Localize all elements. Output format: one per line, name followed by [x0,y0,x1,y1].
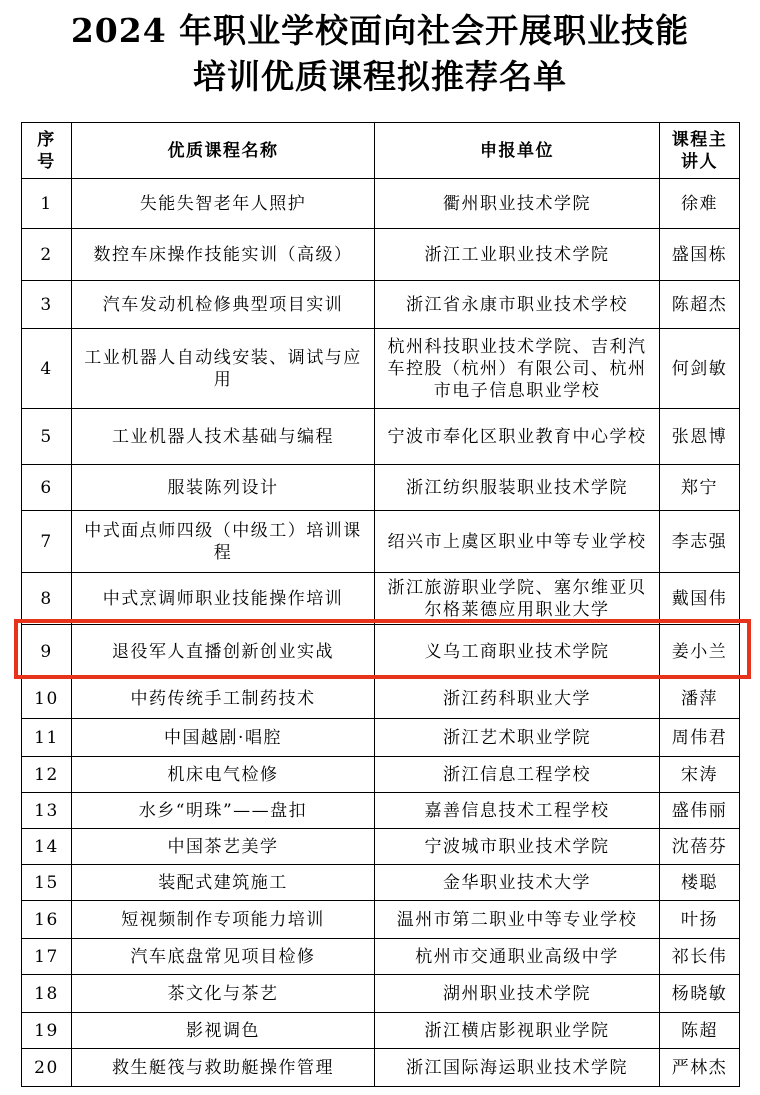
row-teacher [660,229,740,281]
row-course-name-text: 机床电气检修 [167,764,279,785]
row-teacher-text: 郑宁 [681,477,718,498]
table-row [22,975,740,1013]
row-teacher [660,865,740,901]
row-teacher-text: 宋涛 [681,764,718,785]
row-teacher-text: 李志强 [671,531,728,552]
row-teacher [660,1013,740,1049]
row-no-text: 10 [34,688,59,709]
row-course-name [72,793,375,829]
row-course-name-text: 汽车底盘常见项目检修 [130,946,316,967]
row-unit-text: 浙江药科职业大学 [443,688,591,709]
table-row [22,1013,740,1049]
title-line-1: 2024 年职业学校面向社会开展职业技能 [70,11,690,50]
row-unit [375,573,660,625]
row-unit [375,829,660,865]
row-unit [375,511,660,573]
row-teacher-text: 周伟君 [671,727,728,748]
row-course-name-text: 水乡“明珠”——盘扣 [138,800,308,821]
row-no [22,975,72,1013]
row-no [22,939,72,975]
row-no-text: 15 [34,872,59,893]
row-no [22,793,72,829]
row-no-text: 12 [34,764,59,785]
row-unit-text: 浙江工业职业技术学院 [424,244,610,265]
row-no-text: 16 [34,909,59,930]
row-no [22,179,72,229]
row-teacher-text: 杨晓敏 [671,983,728,1004]
row-course-name [72,625,375,679]
table-row [22,865,740,901]
row-course-name-text: 中药传统手工制药技术 [130,688,316,709]
row-unit [375,757,660,793]
row-course-name-text: 中式烹调师职业技能操作培训 [102,588,344,609]
row-course-name [72,679,375,719]
row-course-name [72,409,375,465]
row-unit-text: 绍兴市上虞区职业中等专业学校 [387,531,647,552]
row-course-name [72,465,375,511]
row-no-text: 4 [40,358,53,379]
table-row [22,179,740,229]
row-unit-text: 浙江艺术职业学院 [443,727,591,748]
row-unit [375,901,660,939]
row-course-name-text: 中国越剧·唱腔 [164,727,282,748]
row-no [22,757,72,793]
table-row [22,229,740,281]
row-no-text: 8 [40,588,53,609]
row-unit [375,865,660,901]
table-header-row [22,123,740,179]
table-row [22,1049,740,1087]
table-row [22,719,740,757]
header-no: 序号 [22,123,72,179]
row-unit-text: 湖州职业技术学院 [443,983,591,1004]
row-teacher [660,975,740,1013]
row-teacher-text: 张恩博 [671,426,728,447]
row-unit [375,793,660,829]
row-teacher-text: 戴国伟 [671,588,728,609]
row-teacher [660,409,740,465]
row-course-name [72,281,375,329]
row-teacher-text: 沈蓓芬 [671,836,728,857]
row-course-name [72,179,375,229]
row-unit-text: 金华职业技术大学 [443,872,591,893]
row-teacher [660,179,740,229]
table-row [22,679,740,719]
row-course-name [72,901,375,939]
row-unit-text: 义乌工商职业技术学院 [424,641,610,662]
row-no [22,1013,72,1049]
row-no-text: 5 [40,426,53,447]
table-row [22,625,740,679]
row-teacher [660,573,740,625]
row-unit-text: 宁波城市职业技术学院 [424,836,610,857]
table-row [22,409,740,465]
row-course-name-text: 失能失智老年人照护 [139,193,307,214]
row-no-text: 13 [34,800,59,821]
row-unit-text: 浙江横店影视职业学院 [424,1020,610,1041]
row-unit [375,1049,660,1087]
row-course-name [72,829,375,865]
row-no [22,829,72,865]
row-course-name-text: 数控车床操作技能实训（高级） [93,244,353,265]
row-course-name [72,757,375,793]
row-unit-text: 浙江国际海运职业技术学院 [406,1057,628,1078]
row-teacher [660,719,740,757]
row-unit-text: 嘉善信息技术工程学校 [424,800,610,821]
row-course-name [72,229,375,281]
row-no [22,1049,72,1087]
table-row [22,757,740,793]
row-unit [375,939,660,975]
row-course-name [72,865,375,901]
row-no-text: 18 [34,983,59,1004]
row-no-text: 9 [40,641,53,662]
table-row [22,939,740,975]
table-row [22,793,740,829]
row-no [22,229,72,281]
course-table [21,122,740,1087]
row-teacher [660,625,740,679]
table-row [22,511,740,573]
row-course-name [72,573,375,625]
row-unit-text: 浙江旅游职业学院、塞尔维亚贝尔格莱德应用职业大学 [387,577,647,620]
row-teacher [660,511,740,573]
row-no-text: 20 [34,1057,59,1078]
row-unit [375,179,660,229]
row-unit [375,719,660,757]
header-teacher: 课程主讲人 [660,123,740,179]
row-no [22,465,72,511]
row-no [22,865,72,901]
row-teacher [660,757,740,793]
row-no [22,329,72,409]
row-unit-text: 浙江信息工程学校 [443,764,591,785]
row-teacher-text: 姜小兰 [671,641,728,662]
row-course-name-text: 短视频制作专项能力培训 [121,909,325,930]
row-no-text: 3 [40,294,53,315]
row-course-name [72,329,375,409]
row-teacher-text: 严林杰 [671,1057,728,1078]
row-unit-text: 杭州市交通职业高级中学 [415,946,619,967]
row-unit [375,465,660,511]
page-title [0,8,760,100]
row-no [22,719,72,757]
row-teacher [660,901,740,939]
row-teacher-text: 徐难 [681,193,718,214]
row-unit-text: 浙江省永康市职业技术学校 [406,294,628,315]
row-course-name-text: 影视调色 [186,1020,260,1041]
row-course-name-text: 服装陈列设计 [167,477,279,498]
table-row [22,573,740,625]
row-course-name [72,939,375,975]
row-no-text: 17 [34,946,59,967]
row-teacher-text: 盛国栋 [671,244,728,265]
table-row [22,829,740,865]
row-teacher [660,281,740,329]
row-unit [375,1013,660,1049]
table-row [22,329,740,409]
row-course-name-text: 工业机器人技术基础与编程 [112,426,334,447]
row-unit [375,409,660,465]
row-no-text: 7 [40,531,53,552]
row-teacher [660,793,740,829]
row-teacher-text: 祁长伟 [671,946,728,967]
row-course-name [72,511,375,573]
row-course-name-text: 中式面点师四级（中级工）培训课程 [84,520,362,563]
row-teacher-text: 叶扬 [681,909,718,930]
row-teacher [660,465,740,511]
row-no [22,573,72,625]
row-no [22,901,72,939]
row-course-name-text: 汽车发动机检修典型项目实训 [102,294,344,315]
row-no [22,679,72,719]
row-course-name-text: 茶文化与茶艺 [167,983,279,1004]
row-unit-text: 衢州职业技术学院 [443,193,591,214]
row-no-text: 6 [40,477,53,498]
header-unit: 申报单位 [375,123,660,179]
header-name: 优质课程名称 [72,123,375,179]
row-teacher [660,1049,740,1087]
row-course-name [72,1013,375,1049]
row-no-text: 1 [40,193,53,214]
row-unit-text: 温州市第二职业中等专业学校 [396,909,638,930]
row-teacher [660,679,740,719]
row-teacher-text: 潘萍 [681,688,718,709]
row-unit-text: 浙江纺织服装职业技术学院 [406,477,628,498]
row-unit [375,975,660,1013]
table-body [22,179,740,1087]
row-course-name [72,719,375,757]
row-no-text: 14 [34,836,59,857]
table-row [22,281,740,329]
row-course-name-text: 工业机器人自动线安装、调试与应用 [84,347,362,390]
row-course-name-text: 中国茶艺美学 [167,836,279,857]
row-teacher-text: 何剑敏 [671,358,728,379]
row-no [22,281,72,329]
row-teacher-text: 楼聪 [681,872,718,893]
row-teacher [660,939,740,975]
row-course-name [72,975,375,1013]
row-course-name-text: 装配式建筑施工 [158,872,288,893]
row-unit-text: 杭州科技职业技术学院、吉利汽车控股（杭州）有限公司、杭州市电子信息职业学校 [387,336,647,401]
row-unit [375,625,660,679]
row-course-name-text: 救生艇筏与救助艇操作管理 [112,1057,334,1078]
row-teacher-text: 陈超 [681,1020,718,1041]
row-unit [375,679,660,719]
row-unit [375,329,660,409]
row-no-text: 2 [40,244,53,265]
row-no [22,511,72,573]
row-unit [375,281,660,329]
table-row [22,901,740,939]
row-course-name-text: 退役军人直播创新创业实战 [112,641,334,662]
row-teacher-text: 盛伟丽 [671,800,728,821]
row-course-name [72,1049,375,1087]
row-teacher [660,329,740,409]
row-no-text: 11 [34,727,59,748]
row-unit [375,229,660,281]
row-unit-text: 宁波市奉化区职业教育中心学校 [387,426,647,447]
row-no [22,409,72,465]
row-teacher-text: 陈超杰 [671,294,728,315]
row-no [22,625,72,679]
row-teacher [660,829,740,865]
title-line-2: 培训优质课程拟推荐名单 [193,57,567,96]
row-no-text: 19 [34,1020,59,1041]
table-row [22,465,740,511]
